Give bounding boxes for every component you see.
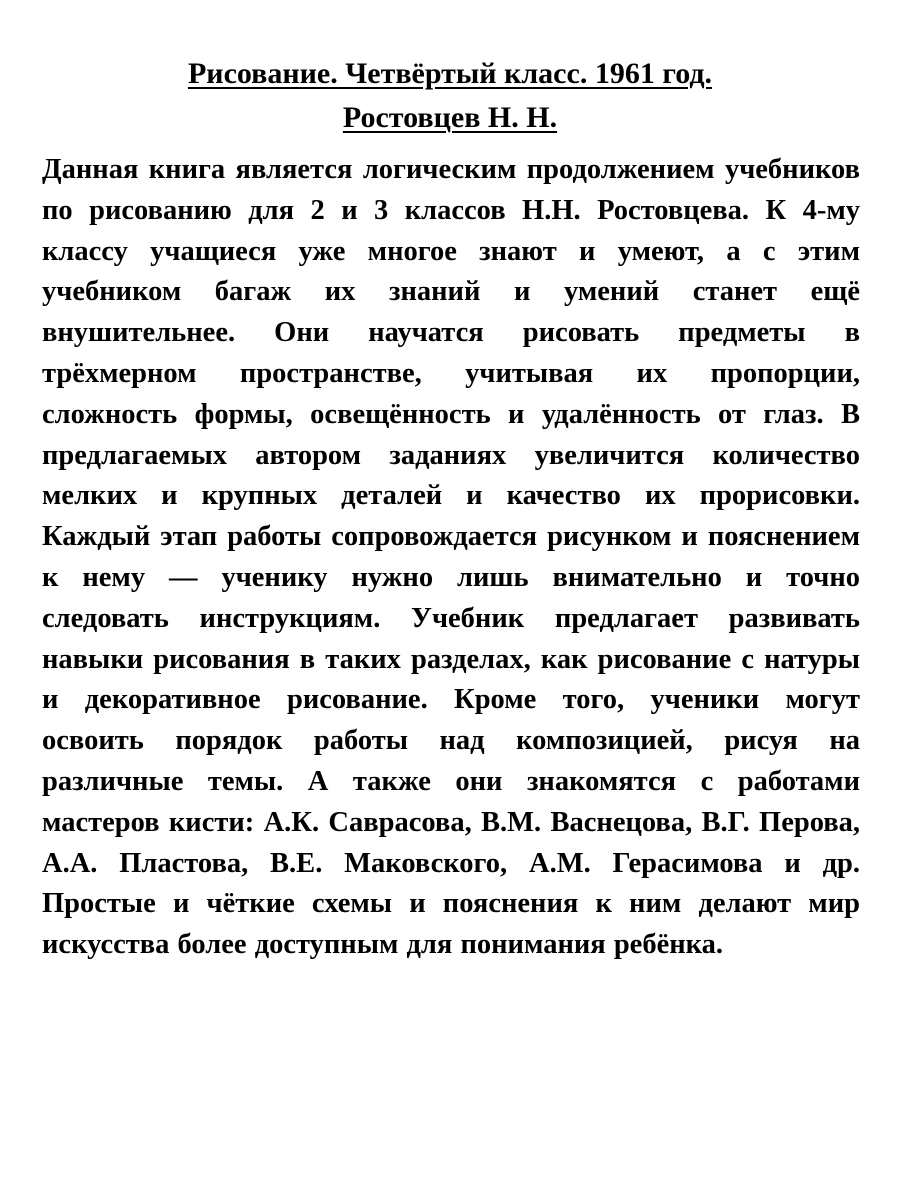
document-heading xyxy=(0,52,900,140)
body-paragraph: Данная книга является логическим продолжением учебников по рисованию для 2 и 3 классов Н.Н. Ростовцева. К 4-му классу учащиеся уже многое знают и умеют, а с этим учебником багаж их знаний и умений станет ещё внушительнее. Они научатся рисовать предметы в трёхмерном пространстве, учитывая их пропорции, сложность формы, освещённость и удалённость от глаз. В предлагаемых автором заданиях увеличится количество мелких и крупных деталей и качество их прорисовки. Каждый этап работы сопровождается рисунком и пояснением к нему — ученику нужно лишь внимательно и точно следовать инструкциям. Учебник предлагает развивать навыки рисования в таких разделах, как рисование с натуры и декоративное рисование. Кроме того, ученики могут освоить порядок работы над композицией, рисуя на различные темы. А также они знакомятся с работами мастеров кисти: А.К. Саврасова, В.М. Васнецова, В.Г. Перова, А.А. Пластова, В.Е. Маковского, А.М. Герасимова и др. Простые и чёткие схемы и пояснения к ним делают мир искусства более доступным для понимания ребёнка. xyxy=(42,154,860,961)
author-name: Ростовцев Н. Н. xyxy=(342,101,558,134)
page-title: Рисование. Четвёртый класс. 1961 год. xyxy=(187,57,713,90)
